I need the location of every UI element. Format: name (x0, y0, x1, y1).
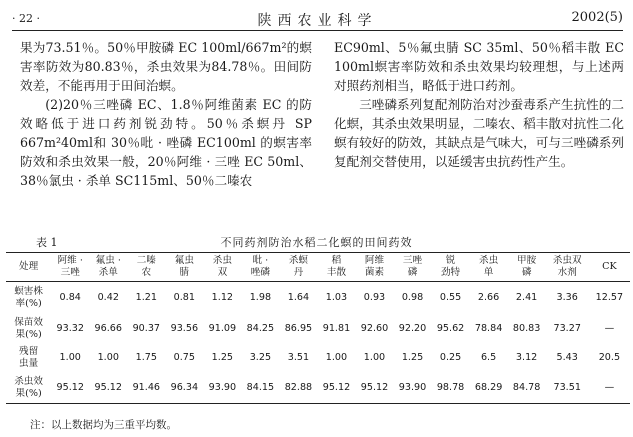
table-cell: 0.25 (439, 352, 462, 363)
table-cell: 2.41 (515, 291, 538, 303)
table-cell: 1.00 (363, 352, 386, 363)
table-cell: 2.66 (477, 291, 500, 303)
table-cell: 91.46 (132, 381, 161, 393)
column-header-line: 丰散 (326, 267, 347, 278)
table-cell: 1.98 (249, 291, 272, 303)
table-cell: 1.25 (211, 352, 234, 363)
table-cell: 95.12 (56, 381, 84, 393)
table-cell: 96.34 (170, 381, 199, 393)
column-header-line: 磷 (521, 267, 532, 278)
column-header (432, 253, 470, 282)
table-cell: 0.42 (97, 291, 119, 303)
column-header-line: 菌素 (364, 267, 385, 278)
issue-number: 2002(5) (571, 10, 623, 25)
row-header-line: 虫量 (19, 358, 39, 369)
table-cell: 1.00 (59, 352, 81, 363)
table-cell: 0.84 (59, 291, 81, 303)
column-header-line: 阿维 · (57, 255, 83, 266)
column-header-line: CK (602, 261, 617, 272)
column-header-line: 锐 (445, 255, 456, 266)
column-header-line: 杀螟 (288, 255, 309, 266)
table-header-row (6, 253, 630, 282)
column-header (355, 253, 393, 282)
row-header (6, 372, 51, 404)
table-row (6, 372, 630, 404)
paragraph: 三唑磷系列复配剂防治对沙蚕毒系产生抗性的二化螟，其杀虫效果明显，二嗪农、稻丰散对抗性二化螟有较好的防效，其缺点是气味大，可与三唑磷系列复配剂交替使用，以延缓害虫抗药性产生。 (334, 97, 624, 169)
column-header (127, 253, 165, 282)
journal-title: 陕西农业科学 (257, 13, 378, 29)
table-note: 注：以上数据均为三重平均数。 (30, 419, 177, 431)
table-cell: 92.20 (398, 322, 427, 334)
column-header-line: 双 (217, 267, 228, 278)
table-cell: 1.03 (325, 291, 348, 303)
table-cell: 6.5 (480, 352, 497, 363)
table-cell: 95.12 (94, 381, 122, 393)
table-cell: 95.62 (436, 322, 465, 334)
table-row (6, 282, 630, 314)
column-header-line: 杀虫 (212, 255, 232, 266)
table-cell: 1.75 (135, 352, 157, 363)
column-header-line: 三唑 (402, 255, 423, 266)
column-header-line: 单 (483, 267, 494, 278)
table-cell: 84.25 (246, 322, 275, 334)
column-header-line: 甲胺 (517, 255, 537, 266)
table-cell: 95.12 (322, 381, 351, 393)
table-cell: 3.12 (515, 352, 538, 363)
table-cell: 93.90 (398, 381, 427, 393)
table-cell: 95.12 (360, 381, 389, 393)
table-cell: 0.81 (173, 291, 196, 303)
left-column (20, 38, 312, 190)
table-row (6, 344, 630, 372)
table-cell: 84.15 (246, 381, 275, 393)
table-cell: 93.56 (170, 322, 199, 334)
column-header (589, 253, 630, 282)
table-cell: 93.90 (208, 381, 237, 393)
table-cell: 1.12 (211, 291, 234, 303)
column-header (394, 253, 432, 282)
table-cell: 0.55 (439, 291, 462, 303)
column-header-line: 氟虫 (174, 255, 194, 266)
column-header-line: 杀虫双 (552, 255, 582, 266)
table-label: 表 1 (36, 236, 58, 249)
row-header (6, 313, 51, 344)
paragraph: 果为73.51％。50％甲胺磷 EC 100ml/667m²的螟害率防效为80.83％，杀虫效果为84.78％。田间防效差，不能再用于田间治螟。 (20, 40, 312, 93)
table-cell: 84.78 (512, 381, 541, 393)
column-header (279, 253, 317, 282)
table-cell: 92.60 (360, 322, 389, 334)
column-header-line: 杀虫 (478, 255, 499, 266)
table-cell: 78.84 (474, 322, 503, 334)
table-cell: 1.21 (135, 291, 157, 303)
paragraph: (2)20％三唑磷 EC、1.8％阿维菌素 EC 的防效略低于进口药剂锐劲特。50％杀螟丹 SP 667m²40ml和 30％吡 · 唑磷 EC100ml 的螟害率防效和杀虫效果一般，20％阿维 · 三唑 EC 50ml、38％氯虫 · 杀单 SC115ml、50％二嗪农 (20, 97, 312, 188)
column-header-line: 阿维 (364, 255, 385, 266)
table-cell: — (604, 381, 615, 393)
column-header-line: 吡 · (252, 255, 269, 266)
table-cell: 98.78 (436, 381, 465, 393)
column-header-line: 唑磷 (250, 267, 270, 278)
table-cell: 73.51 (553, 381, 581, 393)
table-cell: 20.5 (598, 352, 621, 363)
table-cell: 68.29 (474, 381, 503, 393)
column-header (6, 253, 51, 282)
column-header-line: 磷 (407, 267, 418, 278)
table-cell: 3.36 (556, 291, 578, 303)
row-header-line: 果(%) (15, 328, 42, 340)
column-header (241, 253, 279, 282)
column-header-line: 处理 (19, 261, 39, 272)
row-header-line: 保苗效 (14, 316, 43, 328)
table-cell: 0.98 (401, 291, 424, 303)
column-header (165, 253, 203, 282)
row-header-line: 螟害株 (14, 285, 43, 297)
table-cell: 86.95 (284, 322, 313, 334)
row-header (6, 344, 51, 372)
table-row (6, 313, 630, 344)
column-header-line: 三唑 (60, 267, 80, 278)
column-header-line: 腈 (179, 267, 190, 278)
efficacy-table (6, 252, 630, 404)
column-header (89, 253, 127, 282)
column-header-line: 稻 (331, 255, 342, 266)
table-title: 不同药剂防治水稻二化螟的田间药效 (220, 236, 413, 249)
table-cell: 91.09 (208, 322, 237, 334)
row-header-line: 杀虫效 (14, 375, 43, 387)
table-cell: 5.43 (556, 352, 578, 363)
table-cell: 93.32 (56, 322, 84, 334)
table-cell: 3.51 (287, 352, 310, 363)
column-header (546, 253, 589, 282)
column-header (470, 253, 508, 282)
column-header-line: 氟虫 · (95, 255, 121, 266)
column-header-line: 杀单 (98, 267, 118, 278)
table-cell: 0.93 (363, 291, 386, 303)
column-header-line: 二嗪 (136, 255, 156, 266)
column-header-line: 丹 (293, 267, 304, 278)
table-cell: 1.25 (401, 352, 424, 363)
table-cell: 82.88 (284, 381, 313, 393)
column-header (51, 253, 89, 282)
table-cell: 1.00 (97, 352, 119, 363)
page-header (12, 8, 623, 31)
page-number: · 22 · (12, 12, 40, 25)
row-header-line: 果(%) (15, 387, 42, 399)
right-column (334, 38, 624, 171)
table-cell: 91.81 (322, 322, 351, 334)
column-header (508, 253, 546, 282)
table-cell: 0.75 (173, 352, 196, 363)
row-header (6, 282, 51, 314)
column-header (317, 253, 355, 282)
table-cell: 1.00 (325, 352, 348, 363)
row-header-line: 率(%) (15, 297, 42, 309)
table-cell: 1.64 (287, 291, 310, 303)
row-header-line: 残留 (19, 346, 39, 357)
column-header-line: 劲特 (440, 267, 461, 278)
column-header-line: 农 (141, 267, 152, 278)
table-cell: — (604, 322, 615, 334)
paragraph: EC90ml、5％氟虫腈 SC 35ml、50％稻丰散 EC 100ml螟害率防效和杀虫效果均较理想，与上述两对照药剂相当，略低于进口药剂。 (334, 40, 624, 93)
table-cell: 12.57 (595, 291, 624, 303)
column-header (203, 253, 241, 282)
table-cell: 96.66 (94, 322, 122, 334)
table-cell: 73.27 (553, 322, 581, 334)
table-cell: 80.83 (512, 322, 541, 334)
column-header-line: 水剂 (557, 267, 577, 278)
table-cell: 3.25 (249, 352, 272, 363)
table-cell: 90.37 (132, 322, 161, 334)
